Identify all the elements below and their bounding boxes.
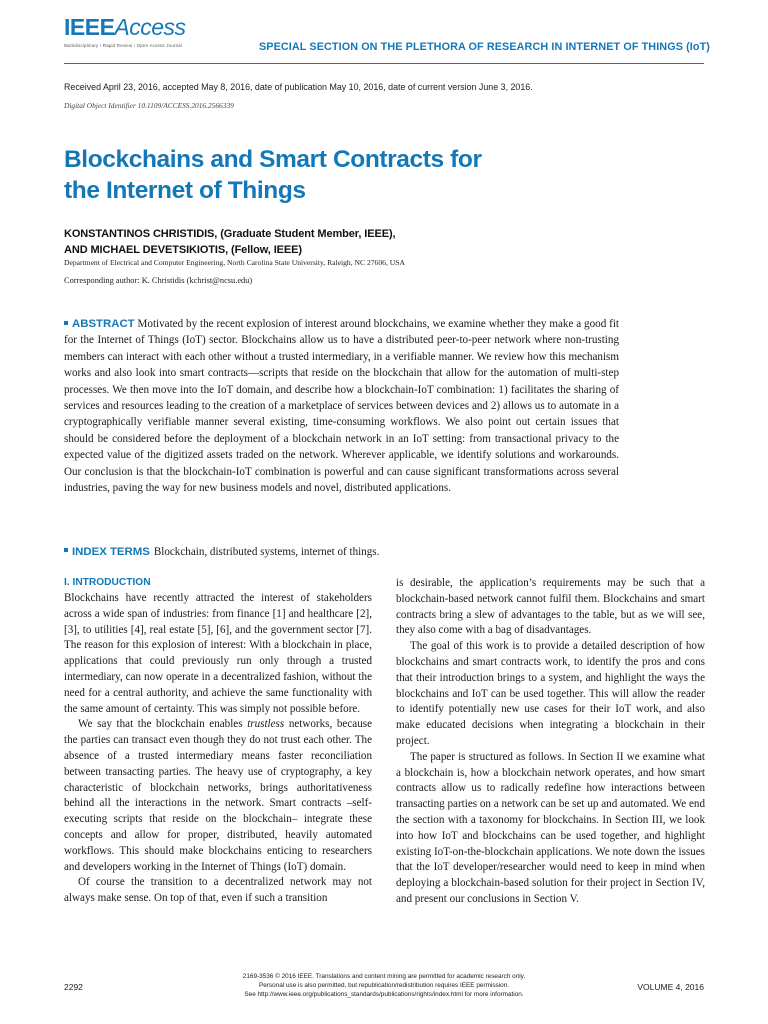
p2-italic: trustless [247, 718, 285, 731]
copyright-line-2: Personal use is also permitted, but republication/redistribution requires IEEE permission. [258, 982, 510, 989]
special-section-title: SPECIAL SECTION ON THE PLETHORA OF RESEARCH IN INTERNET OF THINGS (IoT) [259, 41, 710, 53]
abstract-bullet-icon [64, 321, 68, 325]
corresponding-author: Corresponding author: K. Christidis (kchrist@ncsu.edu) [64, 276, 253, 285]
page-number: 2292 [64, 982, 83, 992]
copyright-line-1: 2169-3536 © 2016 IEEE. Translations and content mining are permitted for academic research only. [242, 973, 526, 980]
index-terms-text: Blockchain, distributed systems, internet of things. [153, 546, 380, 558]
header-rule [64, 63, 704, 64]
abstract-paragraph [64, 316, 619, 496]
right-paragraph-1: is desirable, the application’s requirements may be such that a blockchain-based network cannot fulfil them. Blockchains and smart contracts bring a slew of advantages to the table, but as we will see, they also come with a bag of disadvantages. [396, 577, 705, 637]
copyright-notice [196, 972, 572, 999]
body-column-left [64, 576, 372, 907]
body-column-right [396, 576, 705, 908]
index-terms [64, 542, 619, 560]
author-line-2: AND MICHAEL DEVETSIKIOTIS, (Fellow, IEEE) [64, 244, 302, 256]
affiliation: Department of Electrical and Computer Engineering, North Carolina State University, Raleigh, NC 27606, USA [64, 258, 405, 267]
copyright-line-3: See http://www.ieee.org/publications_standards/publications/rights/index.html for more information. [244, 991, 524, 998]
p2-start: We say that the blockchain enables [78, 718, 248, 731]
intro-paragraph-1: Blockchains have recently attracted the interest of stakeholders across a wide span of industries: from finance [1] and healthcare [2], [3], to utilities [4], real estate [5], [6], and the government sector [7]. The reason for this explosion of interest: With a blockchain in place, applications that could previously run only through a trusted intermediary, can now operate in a decentralized fashion, without the need for a central authority, and achieve the same functionality with the same amount of certainty. This was simply not possible before. [64, 592, 372, 715]
logo-ieee: IEEE [64, 14, 115, 40]
author-list [64, 226, 395, 258]
received-dates: Received April 23, 2016, accepted May 8, 2016, date of publication May 10, 2016, date of current version June 3, 2016. [64, 82, 533, 92]
logo-access: Access [114, 14, 186, 40]
journal-logo [64, 14, 186, 41]
title-line-2: the Internet of Things [64, 177, 306, 204]
title-line-1: Blockchains and Smart Contracts for [64, 146, 482, 173]
p2-rest: networks, because the parties can transact even though they do not trust each other. The absence of a trusted intermediary means faster reconciliation between transacting parties. The heavy use of cryptography, a key characteristic of blockchain networks, brings authoritativeness behind all the interactions in the network. Smart contracts –self-executing scripts that reside on the blockchain– integrate these concepts and allow for proper, distributed, heavily automated workflows. This should make blockchains enticing to researchers and developers working in the Internet of Things (IoT) domain. [64, 718, 372, 873]
doi: Digital Object Identifier 10.1109/ACCESS.2016.2566339 [64, 101, 234, 110]
paper-title [64, 144, 482, 206]
abstract-label: ABSTRACT [72, 318, 135, 330]
right-paragraph-2: The goal of this work is to provide a detailed description of how blockchains and smart contracts work, to identify the pros and cons that their introduction brings to a system, and highlight the ways the blockchains and IoT can be used together. This will allow the reader to identify potentially new use cases for their IoT work, and also make educated decisions when integrating a blockchain in their project. [396, 640, 705, 747]
author-line-1: KONSTANTINOS CHRISTIDIS, (Graduate Student Member, IEEE), [64, 228, 396, 240]
index-terms-label: INDEX TERMS [72, 546, 150, 558]
right-paragraph-3: The paper is structured as follows. In Section II we examine what a blockchain is, how a blockchain network operates, and how smart contracts allow us to radically redefine how interactions between transacting parties on a network can be set up and automated. We end the section with a taxonomy for blockchains. In Section III, we look into how IoT and blockchains can be used together, and highlight existing IoT-on-the-blockchain applications. We note down the issues that the IoT developer/researcher would need to keep in mind when deploying a blockchain-based solution for their project in Section IV, and present our conclusions in Section V. [396, 750, 705, 905]
section-heading: I. INTRODUCTION [64, 577, 151, 588]
logo-tagline: Multidisciplinary ⁝ Rapid Review ⁝ Open Access Journal [64, 43, 183, 48]
index-bullet-icon [64, 548, 68, 552]
volume-label: VOLUME 4, 2016 [637, 982, 704, 992]
abstract-text: Motivated by the recent explosion of interest around blockchains, we examine whether they make a good fit for the Internet of Things (IoT) sector. Blockchains allow us to have a distributed peer-to-peer network where non-trusting members can interact with each other without a trusted intermediary, in a verifiable manner. We review how this mechanism works and also look into smart contracts—scripts that reside on the blockchain that allow for the automation of multi-step processes. We then move into the IoT domain, and describe how a blockchain-IoT combination: 1) facilitates the sharing of services and resources leading to the creation of a marketplace of services between devices and 2) allows us to automate in a cryptographically verifiable manner several existing, time-consuming workflows. We also point out certain issues that should be considered before the deployment of a blockchain network in an IoT setting: from transactional privacy to the expected value of the digitized assets traded on the network. Wherever applicable, we identify solutions and workarounds. Our conclusion is that the blockchain-IoT combination is powerful and can cause significant transformations across several industries, paving the way for new business models and novel, distributed applications. [64, 318, 619, 495]
intro-paragraph-2 [64, 717, 372, 875]
intro-paragraph-3: Of course the transition to a decentralized network may not always make sense. On top of that, even if such a transition [64, 876, 372, 905]
abstract [64, 316, 619, 496]
